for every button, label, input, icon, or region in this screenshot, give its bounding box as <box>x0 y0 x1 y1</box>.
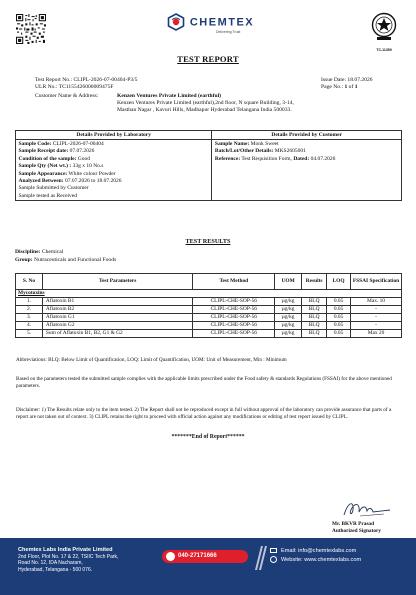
issue-date-label: Issue Date: <box>321 77 348 83</box>
group-label-cell: Mycotoxins <box>16 290 402 298</box>
detail-row <box>19 185 209 192</box>
cell-sno: 2. <box>16 306 43 314</box>
end-of-report: *******End of Report****** <box>171 434 245 440</box>
cell-method: CLIPL-CHE-SOP-56 <box>193 298 275 306</box>
ulr-no: TC1155426000009475F <box>58 84 114 91</box>
compliance-statement: Based on the parameters tested the submitted sample complies with the applicable limits prescribed under the Food safety & standards Regulations (FSSAI) for the above mentioned parameters. <box>16 376 392 389</box>
detail-row <box>19 148 209 155</box>
detail-label: Sample Receipt date: <box>18 148 69 155</box>
signatory-name: Mr. BKVR Prasad <box>332 521 375 527</box>
lab-details-cell <box>16 140 212 201</box>
detail-label: Condition of the sample: <box>18 155 77 162</box>
table-row <box>16 330 402 338</box>
detail-row <box>215 141 399 148</box>
cell-spec: - <box>351 314 402 322</box>
accreditation-seal-icon <box>371 12 397 42</box>
cell-uom: µg/kg <box>275 314 302 322</box>
group-label: Group: <box>15 256 33 263</box>
cell-method: CLIPL-CHE-SOP-56 <box>193 314 275 322</box>
cell-result: BLQ <box>302 298 327 306</box>
cell-spec: - <box>351 322 402 330</box>
report-no: CLIPL-2026-07-00404-P3/5 <box>73 77 138 83</box>
results-title: TEST RESULTS <box>185 238 231 245</box>
cell-uom: µg/kg <box>275 306 302 314</box>
detail-row <box>19 171 209 178</box>
footer-company: Chemtex Labs India Private Limited <box>18 547 113 553</box>
footer-website: Website: www.chemtexlabs.com <box>281 557 362 563</box>
phone-badge <box>162 550 248 563</box>
cell-result: BLQ <box>302 330 327 338</box>
footer-email: Email: info@chemtexlabs.com <box>281 548 357 554</box>
customer-details-cell <box>212 140 402 201</box>
cell-uom: µg/kg <box>275 330 302 338</box>
customer-name: Kenzen Ventures Private Limited (earthful) <box>117 93 221 99</box>
lab-details-header: Details Provided by Laboratory <box>16 131 212 140</box>
cell-spec: Max 20 <box>351 330 402 338</box>
detail-row <box>19 141 209 148</box>
footer-address-line: 2nd Floor, Plot No. 17 & 22, TSIIC Tech Park, <box>18 553 119 560</box>
abbreviations-note: Abbreviations: BLQ: Below Limit of Quantification, LOQ: Limit of Quantification, UOM: Unit of Measurement, Min : Minimum <box>16 357 287 363</box>
table-header-row <box>16 274 402 290</box>
cell-spec: Max. 10 <box>351 298 402 306</box>
cell-loq: 0.05 <box>327 306 351 314</box>
customer-label: Customer Name & Address: <box>35 93 99 99</box>
detail-value: White colour Powder <box>67 170 116 177</box>
column-header: UOM <box>275 274 302 290</box>
detail-row <box>215 156 399 163</box>
cell-sno: 4. <box>16 322 43 330</box>
detail-label: Dated: <box>293 155 310 162</box>
detail-value: Monk Sweet <box>249 141 279 147</box>
table-row <box>16 322 402 330</box>
cell-parameter: Sum of Aflatoxin B1, B2, G1 & G2 <box>42 330 193 338</box>
detail-row <box>19 193 209 200</box>
detail-value: 33g x 10 No.s <box>71 163 104 170</box>
footer-phone: 040-27171666 <box>178 553 217 559</box>
cell-uom: µg/kg <box>275 322 302 330</box>
detail-label: Reference: <box>214 155 241 162</box>
cell-result: BLQ <box>302 306 327 314</box>
detail-value: 07.07.2026 <box>68 148 95 155</box>
signatory-title: Authorized Signatory <box>332 528 381 534</box>
email-icon <box>270 548 277 553</box>
detail-value: CLIPL-2026-07-00404 <box>51 141 104 147</box>
detail-label: Batch/Lot/Other Details: <box>214 148 274 155</box>
column-header: Test Parameters <box>42 274 193 290</box>
cell-loq: 0.05 <box>327 330 351 338</box>
page-footer <box>0 538 416 595</box>
footer-contact <box>270 547 361 565</box>
report-meta-right <box>321 77 373 91</box>
page-current: 1 <box>344 84 348 91</box>
page-label: Page No.: <box>321 84 345 91</box>
footer-address <box>18 547 118 573</box>
detail-label: Analyzed Between: <box>18 178 64 185</box>
cell-parameter: Aflatoxin G2 <box>42 322 193 330</box>
brand-header <box>150 13 270 34</box>
group-value: Nutraceuticals and Functional Foods <box>32 256 117 263</box>
detail-value: Sample tested as Received <box>18 192 77 199</box>
detail-row <box>215 148 399 155</box>
report-meta-left <box>35 77 137 91</box>
cell-loq: 0.05 <box>327 298 351 306</box>
table-row <box>16 306 402 314</box>
discipline-block <box>15 249 116 264</box>
customer-address-line: Kenzen Ventures Private Limited (earthful),2nd floor, N square Building, 3-14, <box>117 100 294 107</box>
cell-method: CLIPL-CHE-SOP-56 <box>193 330 275 338</box>
column-header: Test Method <box>193 274 275 290</box>
column-header: S. No <box>16 274 43 290</box>
column-header: LOQ <box>327 274 351 290</box>
cell-spec: - <box>351 306 402 314</box>
detail-value: Sample Submitted by Customer <box>18 185 89 192</box>
table-group-row <box>16 290 402 298</box>
customer-details-header: Details Provided by Customer <box>212 131 402 140</box>
detail-value: Good <box>76 155 91 162</box>
cell-sno: 5. <box>16 330 43 338</box>
results-table <box>15 273 402 338</box>
detail-value: 04.07.2026 <box>309 155 336 162</box>
detail-label: Sample Qty (Net wt.) : <box>18 163 72 170</box>
page-title: TEST REPORT <box>177 54 239 64</box>
issue-date: 18.07.2026 <box>347 77 373 83</box>
detail-value: Test Requisition Form, <box>240 155 294 162</box>
disclaimer: Disclaimer: 1) The Results relate only to the item tested. 2) The Report shall not be reproduced except in full without approval of the laboratory can provide assurance that parts of a report are not taken out of context. 3) CLIPL retains the right to proceed with official action against any modifications or editing of test report issued by CLIPL. <box>16 407 392 420</box>
detail-value: 07.07.2026 to 18.07.2026 <box>63 178 122 185</box>
cell-loq: 0.05 <box>327 322 351 330</box>
detail-row <box>19 163 209 170</box>
decorative-stripes <box>255 546 267 570</box>
cell-result: BLQ <box>302 314 327 322</box>
globe-icon <box>270 556 277 563</box>
detail-label: Sample Code: <box>18 141 52 147</box>
detail-row <box>19 178 209 185</box>
cell-sno: 1. <box>16 298 43 306</box>
customer-address-line: Masthan Nagar , Kavuri Hills, Madhapur Hyderabad Telangana India 500033. <box>117 107 292 114</box>
column-header: FSSAI Specification <box>351 274 402 290</box>
brand-tagline: Delivering Trust <box>216 30 241 34</box>
ulr-label: ULR No.: <box>35 84 59 91</box>
details-table <box>15 130 402 201</box>
cell-method: CLIPL-CHE-SOP-56 <box>193 306 275 314</box>
chemtex-logo-icon <box>166 13 186 31</box>
report-no-label: Test Report No.: <box>35 77 74 83</box>
qr-code <box>16 14 46 44</box>
page-of: of <box>347 84 355 91</box>
table-row <box>16 298 402 306</box>
brand-name: CHEMTEX <box>189 16 255 29</box>
page-total: 1 <box>354 84 358 91</box>
detail-label: Sample Appearance: <box>18 170 68 177</box>
discipline-value: Chemical <box>40 249 64 255</box>
signatory-block <box>332 521 402 535</box>
accreditation-seal <box>368 12 400 52</box>
cell-result: BLQ <box>302 322 327 330</box>
detail-value: MKS2605001 <box>273 148 306 155</box>
column-header: Results <box>302 274 327 290</box>
signature-image <box>340 498 394 520</box>
cell-parameter: Aflatoxin G1 <box>42 314 193 322</box>
cell-parameter: Aflatoxin B2 <box>42 306 193 314</box>
cell-parameter: Aflatoxin B1 <box>42 298 193 306</box>
accreditation-code: TC-11359 <box>376 48 392 52</box>
cell-sno: 3. <box>16 314 43 322</box>
phone-icon <box>166 552 175 561</box>
cell-uom: µg/kg <box>275 298 302 306</box>
footer-address-line: Hyderabad, Telangana - 500 076. <box>18 566 93 573</box>
footer-address-line: Road No. 12, IDA Nacharam, <box>18 560 83 567</box>
cell-loq: 0.05 <box>327 314 351 322</box>
cell-method: CLIPL-CHE-SOP-56 <box>193 322 275 330</box>
customer-address <box>35 93 390 115</box>
detail-label: Sample Name: <box>214 141 250 147</box>
table-row <box>16 314 402 322</box>
discipline-label: Discipline: <box>15 249 41 255</box>
